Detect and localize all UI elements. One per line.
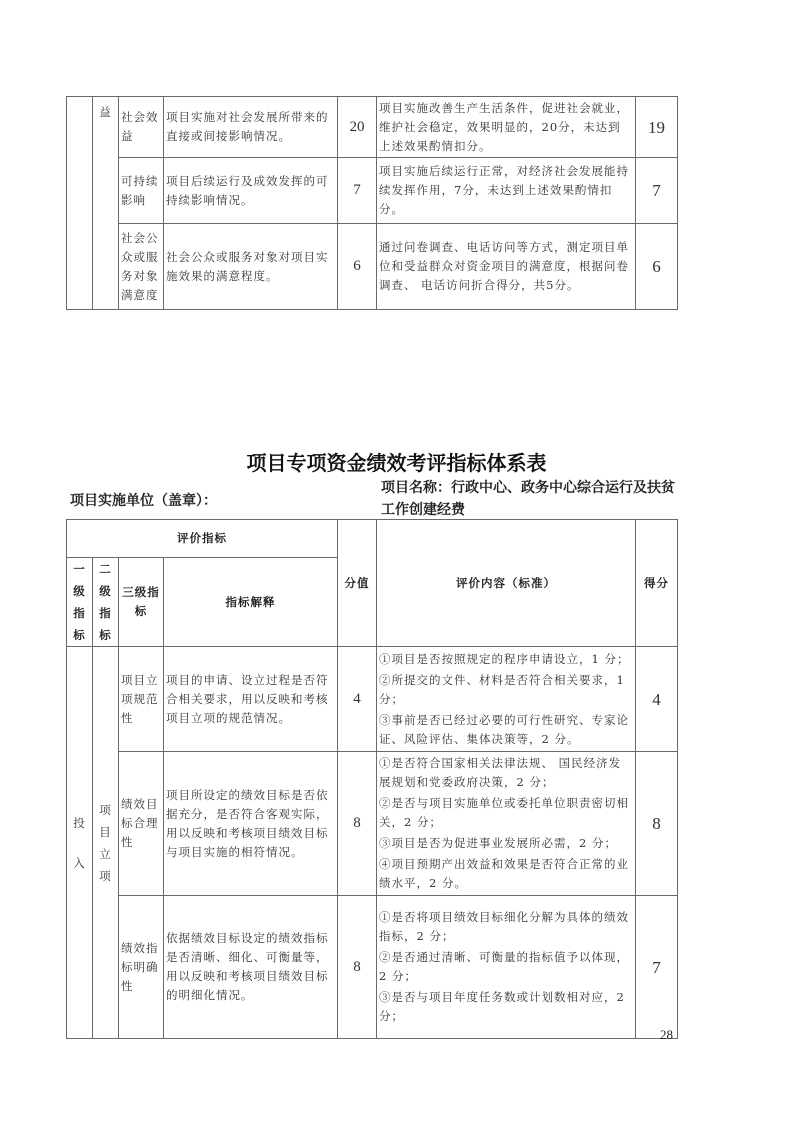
criteria-item: ②是否与项目实施单位或委托单位职责密切相关，2 分； xyxy=(379,796,629,829)
level1-header: 一级指标 xyxy=(67,558,93,647)
points-cell: 8 xyxy=(338,752,377,896)
score-cell: 19 xyxy=(636,97,678,158)
points-cell: 4 xyxy=(338,647,377,752)
header-row xyxy=(67,520,678,558)
level3-cell: 社会效益 xyxy=(119,97,164,158)
points-cell: 20 xyxy=(338,97,377,158)
explanation-cell: 项目的申请、设立过程是否符合相关要求，用以反映和考核项目立项的规范情况。 xyxy=(164,647,338,752)
points-cell: 8 xyxy=(338,896,377,1039)
level1-cell: 投入 xyxy=(67,647,93,1039)
points-cell: 7 xyxy=(338,158,377,224)
criteria-item: ②所提交的文件、材料是否符合相关要求，1分； xyxy=(379,672,625,706)
criteria-item: ①是否将项目绩效目标细化分解为具体的绩效指标，2 分； xyxy=(379,910,629,943)
implementing-unit-label: 项目实施单位（盖章）： xyxy=(70,493,217,509)
project-name: 项目名称：行政中心、政务中心综合运行及扶贫工作创建经费 xyxy=(381,480,675,518)
points-header: 分值 xyxy=(338,520,377,647)
level3-cell: 绩效目标合理性 xyxy=(119,752,164,896)
level2-cell: 项目立项 xyxy=(93,647,119,1039)
level3-header: 三级指标 xyxy=(119,558,164,647)
explanation-cell: 项目后续运行及成效发挥的可持续影响情况。 xyxy=(164,158,338,224)
table-row xyxy=(67,97,678,158)
page-title: 项目专项资金绩效考评指标体系表 xyxy=(246,451,547,475)
table-row xyxy=(67,647,678,752)
score-cell: 7 xyxy=(636,158,678,224)
explanation-cell: 项目所设定的绩效目标是否依据充分，是否符合客观实际，用以反映和考核项目绩效目标与项目实施的相符情况。 xyxy=(164,752,338,896)
score-header: 得分 xyxy=(636,520,678,647)
explanation-cell: 依据绩效目标设定的绩效指标是否清晰、细化、可衡量等，用以反映和考核项目绩效目标的明细化情况。 xyxy=(164,896,338,1039)
criteria-cell: 通过问卷调查、电话访问等方式，测定项目单位和受益群众对资金项目的满意度，根据问卷调查、 电话访问折合得分，共5分。 xyxy=(377,224,636,310)
level2-cell: 益 xyxy=(93,97,119,310)
score-cell: 7 xyxy=(636,896,678,1039)
score-cell: 8 xyxy=(636,752,678,896)
eval-indicators-header: 评价指标 xyxy=(67,520,338,558)
criteria-item: ①是否符合国家相关法律法规、 国民经济发展规划和党委政府决策，2 分； xyxy=(379,756,622,789)
continuation-table xyxy=(66,96,678,310)
criteria-item: ③是否与项目年度任务数或计划数相对应，2 分； xyxy=(379,990,625,1023)
page-number: 28 xyxy=(660,1027,673,1042)
criteria-cell xyxy=(377,896,636,1039)
criteria-cell: 项目实施后续运行正常，对经济社会发展能持续发挥作用，7分，未达到上述效果酌情扣分。 xyxy=(377,158,636,224)
criteria-item: ③事前是否已经过必要的可行性研究、专家论证、风险评估、集体决策等，2 分。 xyxy=(379,712,629,746)
criteria-header: 评价内容（标准） xyxy=(377,520,636,647)
explanation-cell: 社会公众或服务对象对项目实施效果的满意程度。 xyxy=(164,224,338,310)
indicator-table xyxy=(66,519,678,1039)
level3-cell: 项目立项规范性 xyxy=(119,647,164,752)
points-cell: 6 xyxy=(338,224,377,310)
criteria-cell xyxy=(377,647,636,752)
criteria-cell: 项目实施改善生产生活条件，促进社会就业，维护社会稳定，效果明显的，20分，未达到上述效果酌情扣分。 xyxy=(377,97,636,158)
score-cell: 6 xyxy=(636,224,678,310)
table-row xyxy=(67,158,678,224)
score-cell: 4 xyxy=(636,647,678,752)
level3-cell: 社会公众或服务对象满意度 xyxy=(119,224,164,310)
explanation-cell: 项目实施对社会发展所带来的直接或间接影响情况。 xyxy=(164,97,338,158)
criteria-cell xyxy=(377,752,636,896)
criteria-item: ④项目预期产出效益和效果是否符合正常的业绩水平，2 分。 xyxy=(379,857,629,890)
table-row xyxy=(67,896,678,1039)
table-row xyxy=(67,752,678,896)
criteria-item: ①项目是否按照规定的程序申请设立，1 分； xyxy=(379,651,630,666)
level2-header: 二级指标 xyxy=(93,558,119,647)
level1-cell xyxy=(67,97,93,310)
criteria-item: ③项目是否为促进事业发展所必需，2 分； xyxy=(379,836,617,850)
table-row xyxy=(67,224,678,310)
explanation-header: 指标解释 xyxy=(164,558,338,647)
level3-cell: 可持续影响 xyxy=(119,158,164,224)
level3-cell: 绩效指标明确性 xyxy=(119,896,164,1039)
criteria-item: ②是否通过清晰、可衡量的指标值予以体现，2 分； xyxy=(379,950,629,983)
